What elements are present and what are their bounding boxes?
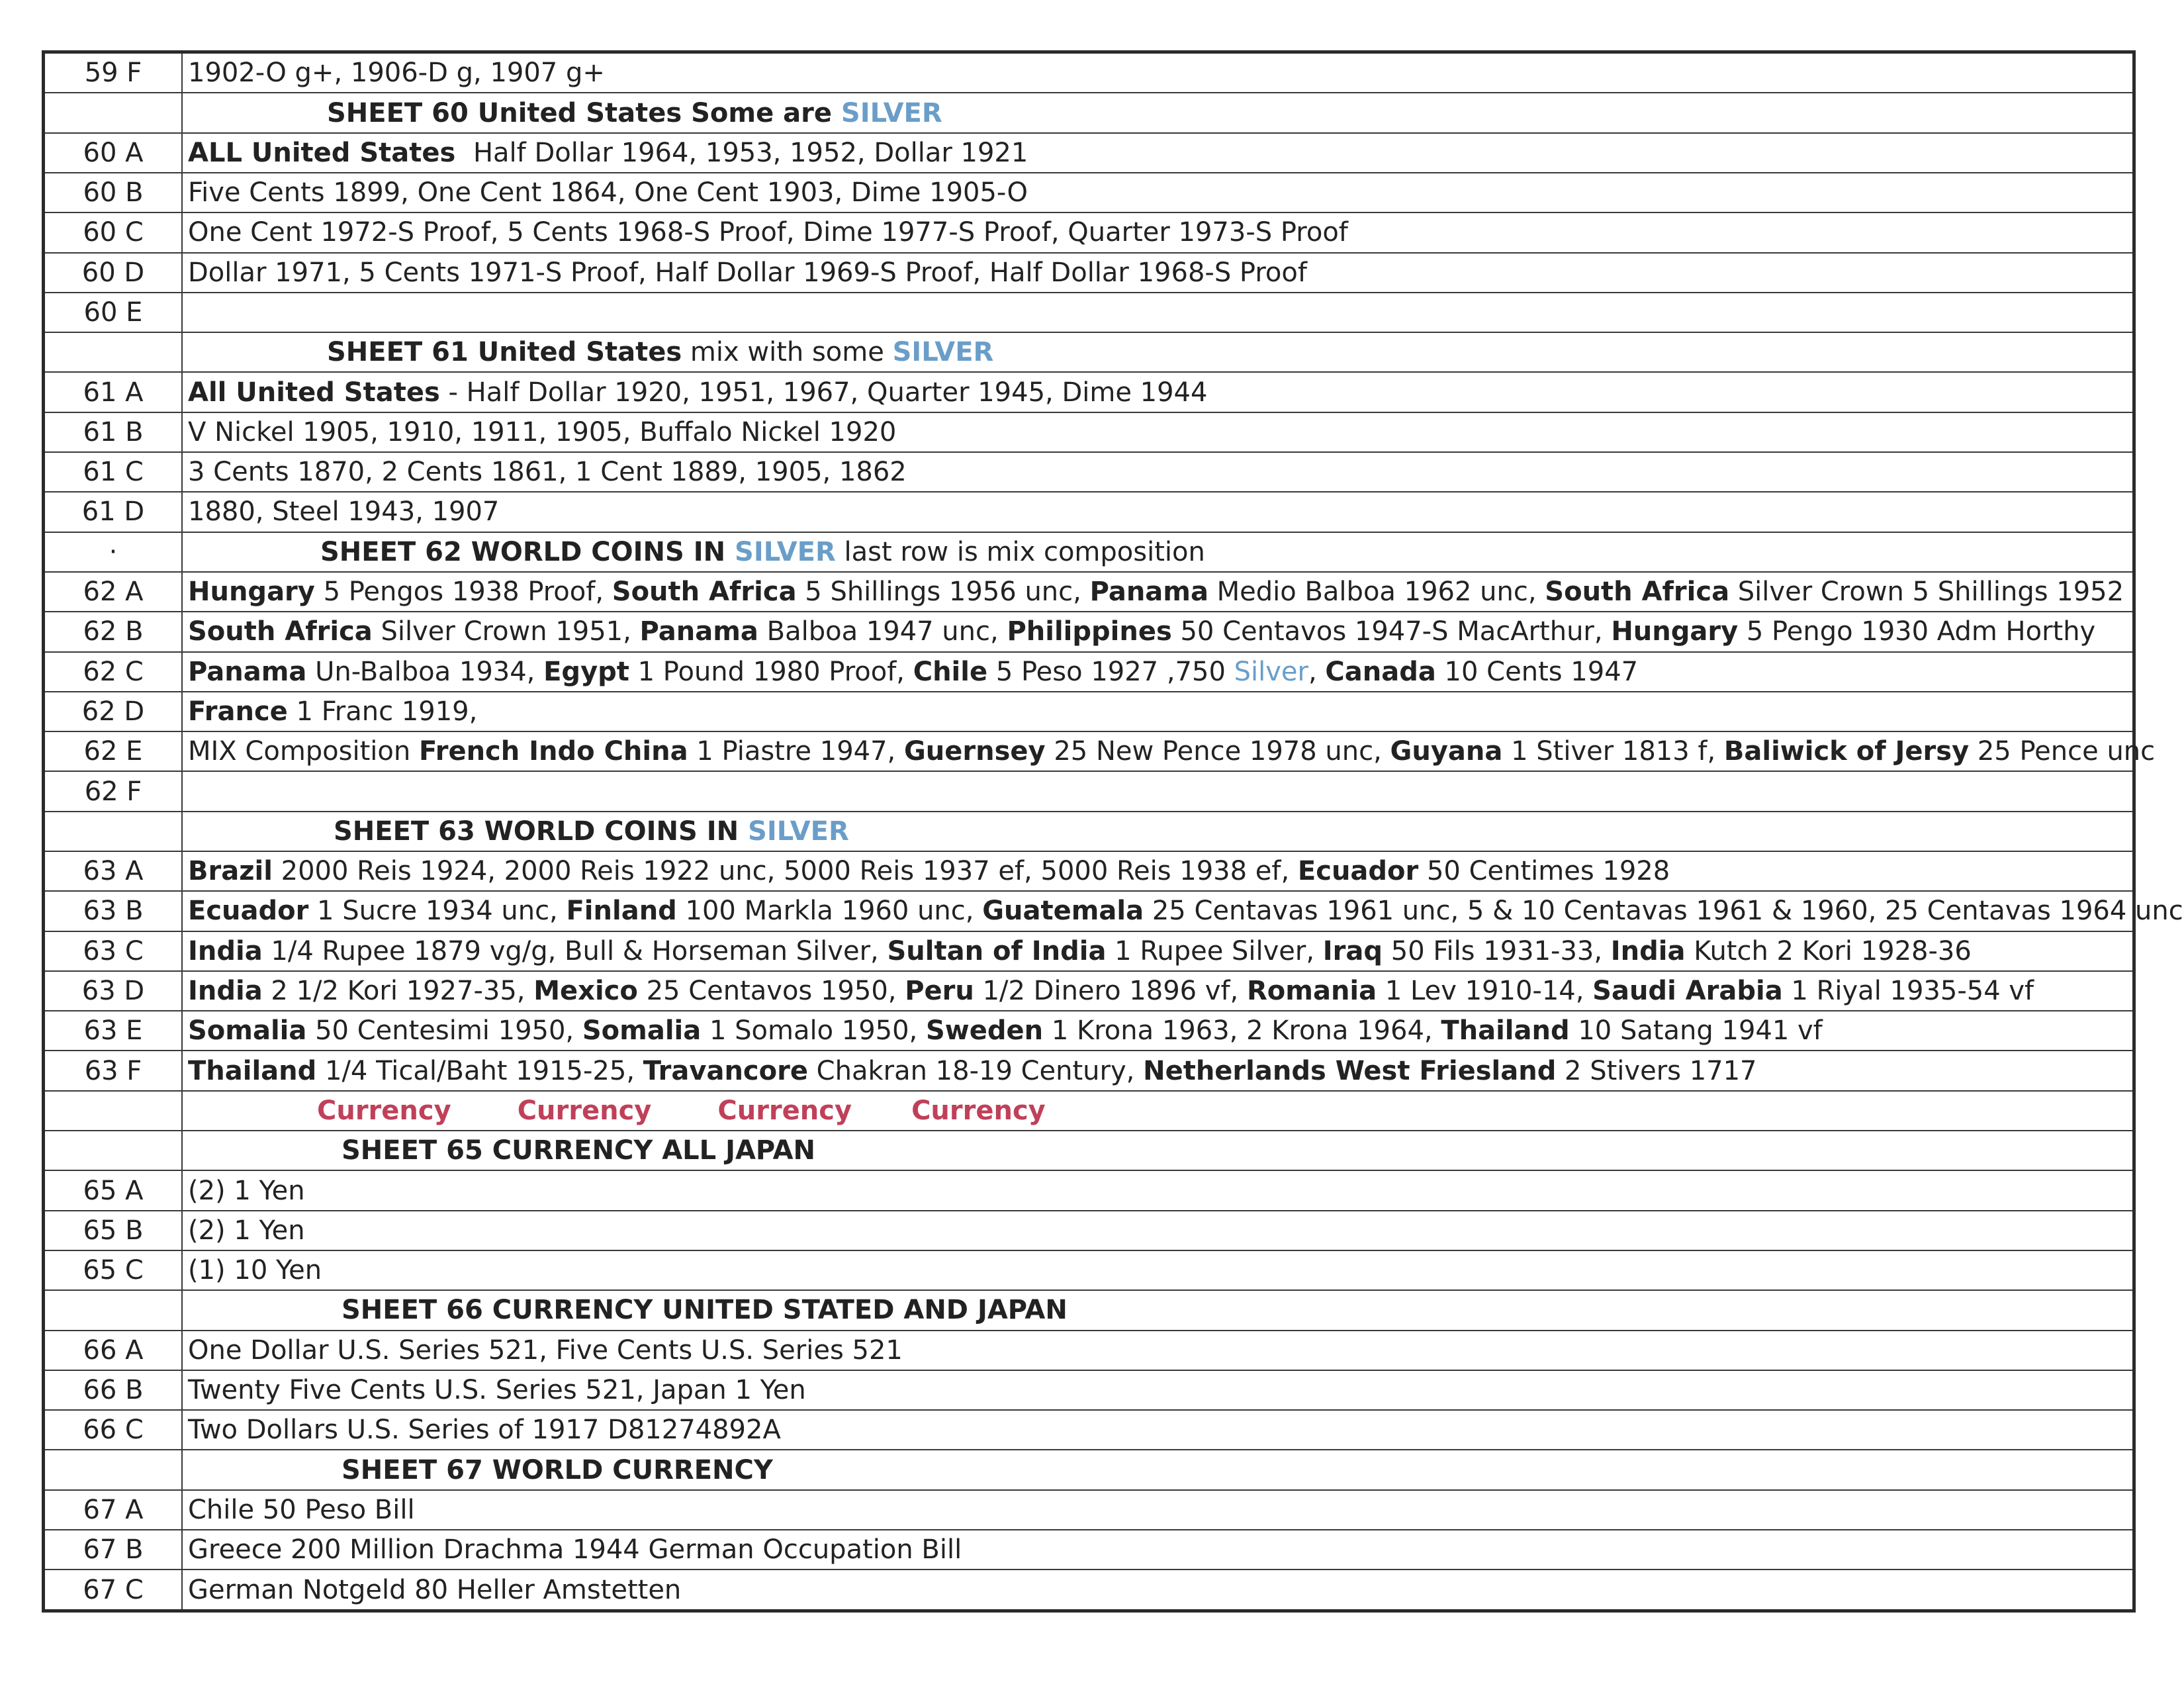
text-segment: 1880, Steel 1943, 1907 [188,496,500,528]
table-row [44,731,2134,771]
text-segment: 1/2 Dinero 1896 vf, [974,976,1247,1007]
lot-description [182,1211,2134,1250]
bold-text-segment: Somalia [188,1015,307,1047]
lot-description [182,891,2183,931]
text-segment: last row is mix composition [835,536,1205,567]
bold-text-segment: SHEET 67 WORLD CURRENCY [341,1454,773,1485]
currency-label: Currency [517,1095,652,1126]
text-segment: Chakran 18-19 Century, [807,1055,1144,1086]
table-row [44,52,2134,93]
bold-text-segment: Saudi Arabia [1592,976,1783,1007]
bold-text-segment: Netherlands West Friesland [1143,1055,1557,1086]
table-row [44,133,2134,173]
text-segment: One Cent 1972-S Proof, 5 Cents 1968-S Proof, Dime 1977-S Proof, Quarter 1973-S Proof [188,217,1348,248]
lot-number: 62 C [44,652,183,692]
table-row [44,452,2134,492]
bold-text-segment: SHEET 65 CURRENCY ALL JAPAN [341,1135,815,1166]
text-segment: 1 Rupee Silver, [1106,935,1323,966]
text-segment: 1 Somalo 1950, [701,1015,926,1047]
bold-text-segment: Panama [639,616,758,647]
sheet-title [182,532,2134,572]
lot-number: 67 A [44,1490,183,1530]
lot-description [182,851,2134,891]
text-segment: 25 Centavas 1961 unc, 5 & 10 Centavas 1961 & 1960, 25 Centavas 1964 unc [1144,896,2183,927]
text-segment: 10 Satang 1941 vf [1569,1015,1823,1047]
bold-text-segment: France [188,696,288,727]
bold-text-segment: Hungary [1611,616,1739,647]
text-segment: , [1308,656,1326,687]
lot-description [182,1410,2134,1450]
text-segment: 1 Riyal 1935-54 vf [1782,976,2034,1007]
text-segment: mix with some [682,337,893,368]
bold-text-segment: Guyana [1390,736,1503,767]
text-segment: Two Dollars U.S. Series of 1917 D81274892A [188,1415,781,1446]
lot-description [182,173,2134,212]
bold-text-segment: South Africa [612,577,797,608]
text-segment: Un-Balboa 1934, [306,656,544,687]
text-segment: Chile 50 Peso Bill [188,1494,415,1525]
table-row [44,1250,2134,1290]
lot-number: 60 A [44,133,183,173]
bold-text-segment: India [1610,935,1686,966]
bold-text-segment: India [188,976,263,1007]
text-segment: 2000 Reis 1924, 2000 Reis 1922 unc, 5000 Reis 1937 ef, 5000 Reis 1938 ef, [272,856,1298,887]
lot-description [182,1091,2134,1131]
text-segment: Balboa 1947 unc, [758,616,1007,647]
text-segment: (2) 1 Yen [188,1215,305,1246]
text-segment: SILVER [841,97,942,128]
lot-number: 66 B [44,1370,183,1410]
text-segment: MIX Composition [188,736,419,767]
text-segment: German Notgeld 80 Heller Amstetten [188,1574,682,1605]
text-segment: 3 Cents 1870, 2 Cents 1861, 1 Cent 1889, 1905, 1862 [188,457,907,488]
text-segment: Dollar 1971, 5 Cents 1971-S Proof, Half Dollar 1969-S Proof, Half Dollar 1968-S Proof [188,257,1307,288]
lot-number: 63 D [44,971,183,1011]
lot-number: 66 A [44,1331,183,1370]
table-row [44,1170,2134,1210]
text-segment: 50 Centavos 1947-S MacArthur, [1171,616,1612,647]
table-row [44,931,2134,971]
bold-text-segment: SHEET 60 United States Some are [327,97,841,128]
lot-number: 67 C [44,1570,183,1611]
lot-table [42,50,2183,1613]
text-segment: 25 Centavos 1950, [637,976,905,1007]
lot-description [182,612,2134,651]
bold-text-segment: French Indo China [418,736,688,767]
text-segment: 100 Markla 1960 unc, [676,896,983,927]
lot-number: 62 F [44,771,183,811]
lot-number: · [44,532,183,572]
lot-number: 66 C [44,1410,183,1450]
bold-text-segment: Panama [188,656,307,687]
text-segment: 1902-O g+, 1906-D g, 1907 g+ [188,58,605,89]
bold-text-segment: Finland [566,896,677,927]
lot-description [182,492,2134,532]
lot-number: 61 D [44,492,183,532]
text-segment: 50 Fils 1931-33, [1383,935,1611,966]
sheet-header-row [44,1290,2134,1330]
lot-number [44,1450,183,1489]
bold-text-segment: Ecuador [188,896,309,927]
bold-text-segment: Sultan of India [887,935,1107,966]
table-row [44,692,2134,731]
bold-text-segment: Travancore [643,1055,808,1086]
lot-description [182,1170,2134,1210]
text-segment: 5 Pengos 1938 Proof, [314,577,612,608]
lot-number: 63 B [44,891,183,931]
text-segment: 1/4 Tical/Baht 1915-25, [316,1055,643,1086]
bold-text-segment: SHEET 63 WORLD COINS IN [334,816,749,847]
bold-text-segment: SHEET 61 United States [327,337,682,368]
lot-number: 60 C [44,212,183,252]
lot-number: 61 A [44,372,183,412]
lot-number: 62 E [44,731,183,771]
lot-description [182,133,2134,173]
bold-text-segment: SHEET 62 WORLD COINS IN [320,536,735,567]
table-row [44,612,2134,651]
lot-description [182,293,2134,332]
bold-text-segment: Ecuador [1297,856,1419,887]
text-segment: Silver [1234,656,1308,687]
text-segment: 5 Pengo 1930 Adm Horthy [1738,616,2096,647]
lot-description [182,1570,2134,1611]
lot-number: 65 C [44,1250,183,1290]
table-row [44,771,2134,811]
text-segment: 5 Shillings 1956 unc, [796,577,1090,608]
lot-description [182,253,2134,293]
sheet-title [182,93,2134,132]
currency-divider-row [44,1091,2134,1131]
lot-description [182,372,2134,412]
sheet-title [182,332,2134,372]
lot-number: 62 A [44,572,183,612]
lot-number: 59 F [44,52,183,93]
table-row [44,1370,2134,1410]
text-segment: - Half Dollar 1920, 1951, 1967, Quarter 1945, Dime 1944 [439,377,1208,408]
text-segment: 5 Peso 1927 ,750 [987,656,1234,687]
text-segment: Greece 200 Million Drachma 1944 German Occupation Bill [188,1534,962,1566]
lot-description [182,1011,2134,1051]
lot-description [182,212,2134,252]
text-segment: Half Dollar 1964, 1953, 1952, Dollar 1921 [465,137,1028,168]
lot-number: 62 B [44,612,183,651]
table-row [44,1051,2134,1090]
sheet-title [182,1450,2134,1489]
lot-description [182,652,2134,692]
sheet-title [182,812,2134,851]
table-row [44,572,2134,612]
bold-text-segment: SHEET 66 CURRENCY UNITED STATED AND JAPAN [341,1295,1068,1326]
bold-text-segment: Brazil [188,856,273,887]
bold-text-segment: Thailand [1441,1015,1570,1047]
sheet-header-row [44,332,2134,372]
bold-text-segment: Guernsey [903,736,1046,767]
bold-text-segment: Iraq [1322,935,1383,966]
lot-description [182,731,2156,771]
lot-number: 63 A [44,851,183,891]
lot-number: 67 B [44,1530,183,1570]
table-row [44,851,2134,891]
lot-description [182,412,2134,452]
bold-text-segment: Thailand [188,1055,317,1086]
table-row [44,1331,2134,1370]
text-segment: 25 New Pence 1978 unc, [1045,736,1390,767]
bold-text-segment: Sweden [925,1015,1044,1047]
bold-text-segment: South Africa [1545,577,1730,608]
text-segment: (2) 1 Yen [188,1175,305,1206]
text-segment: 50 Centimes 1928 [1418,856,1670,887]
text-segment: SILVER [735,536,836,567]
table-row [44,1410,2134,1450]
lot-number [44,812,183,851]
bold-text-segment: Somalia [582,1015,702,1047]
currency-label: Currency [317,1095,451,1126]
lot-description [182,572,2134,612]
lot-description [182,971,2134,1011]
text-segment: SILVER [892,337,994,368]
lot-number: 62 D [44,692,183,731]
text-segment: Silver Crown 5 Shillings 1952 [1729,577,2124,608]
table-row [44,212,2134,252]
text-segment: 1 Pound 1980 Proof, [629,656,913,687]
lot-description [182,52,2134,93]
bold-text-segment: Panama [1089,577,1208,608]
lot-number: 60 E [44,293,183,332]
bold-text-segment: Baliwick of Jersy [1723,736,1970,767]
text-segment: Medio Balboa 1962 unc, [1208,577,1545,608]
sheet-header-row [44,812,2134,851]
text-segment: 1 Franc 1919, [287,696,478,727]
text-segment: 1/4 Rupee 1879 vg/g, Bull & Horseman Silver, [262,935,887,966]
bold-text-segment: Romania [1247,976,1377,1007]
text-segment: 1 Sucre 1934 unc, [308,896,567,927]
lot-number: 60 D [44,253,183,293]
table-row [44,1211,2134,1250]
lot-number [44,93,183,132]
text-segment: 2 1/2 Kori 1927-35, [262,976,534,1007]
sheet-header-row [44,1131,2134,1170]
bold-text-segment: Chile [913,656,988,687]
bold-text-segment: Peru [905,976,974,1007]
lot-description [182,692,2134,731]
table-row [44,652,2134,692]
lot-description [182,452,2134,492]
lot-number: 60 B [44,173,183,212]
lot-description [182,1250,2134,1290]
lot-number: 65 A [44,1170,183,1210]
text-segment: Five Cents 1899, One Cent 1864, One Cent 1903, Dime 1905-O [188,177,1028,209]
bold-text-segment: Philippines [1007,616,1172,647]
text-segment: 1 Piastre 1947, [688,736,904,767]
table-row [44,293,2134,332]
currency-label: Currency [911,1095,1046,1126]
table-row [44,372,2134,412]
lot-number: 63 C [44,931,183,971]
currency-label: Currency [717,1095,852,1126]
lot-number [44,332,183,372]
bold-text-segment: All United States [188,377,440,408]
text-segment: V Nickel 1905, 1910, 1911, 1905, Buffalo Nickel 1920 [188,416,897,447]
lot-description [182,1370,2134,1410]
lot-number [44,1290,183,1330]
table-row [44,253,2134,293]
table-row [44,1570,2134,1611]
bold-text-segment: ALL United States [188,137,465,168]
bold-text-segment: Canada [1325,656,1436,687]
bold-text-segment: India [188,935,263,966]
lot-number [44,1131,183,1170]
text-segment: Silver Crown 1951, [372,616,640,647]
bold-text-segment: South Africa [188,616,373,647]
bold-text-segment: Mexico [533,976,638,1007]
text-segment: (1) 10 Yen [188,1255,322,1286]
table-row [44,412,2134,452]
lot-number: 61 C [44,452,183,492]
text-segment: 50 Centesimi 1950, [306,1015,582,1047]
lot-table-body [44,52,2183,1611]
sheet-header-row [44,1450,2134,1489]
text-segment: 1 Krona 1963, 2 Krona 1964, [1043,1015,1441,1047]
text-segment: SILVER [748,816,849,847]
bold-text-segment: Guatemala [982,896,1144,927]
lot-description [182,1530,2134,1570]
text-segment: One Dollar U.S. Series 521, Five Cents U.S. Series 521 [188,1335,903,1366]
table-row [44,1530,2134,1570]
text-segment: Kutch 2 Kori 1928-36 [1685,935,1972,966]
text-segment: 10 Cents 1947 [1435,656,1639,687]
bold-text-segment: Egypt [543,656,629,687]
text-segment: 1 Stiver 1813 f, [1502,736,1724,767]
text-segment: Twenty Five Cents U.S. Series 521, Japan 1 Yen [188,1375,806,1405]
sheet-title [182,1131,2134,1170]
lot-number: 63 E [44,1011,183,1051]
lot-description [182,931,2134,971]
table-row [44,891,2134,931]
lot-description [182,1051,2134,1090]
table-row [44,1011,2134,1051]
sheet-title [182,1290,2134,1330]
text-segment: 2 Stivers 1717 [1556,1055,1757,1086]
sheet-header-row [44,93,2134,132]
lot-number: 61 B [44,412,183,452]
lot-description [182,1331,2134,1370]
table-row [44,173,2134,212]
text-segment: 25 Pence unc [1969,736,2156,767]
lot-description [182,1490,2134,1530]
lot-number [44,1091,183,1131]
lot-description [182,771,2134,811]
text-segment: 1 Lev 1910-14, [1377,976,1593,1007]
lot-number: 65 B [44,1211,183,1250]
lot-number: 63 F [44,1051,183,1090]
bold-text-segment: Hungary [188,577,315,608]
table-row [44,492,2134,532]
sheet-header-row [44,532,2134,572]
table-row [44,1490,2134,1530]
table-row [44,971,2134,1011]
